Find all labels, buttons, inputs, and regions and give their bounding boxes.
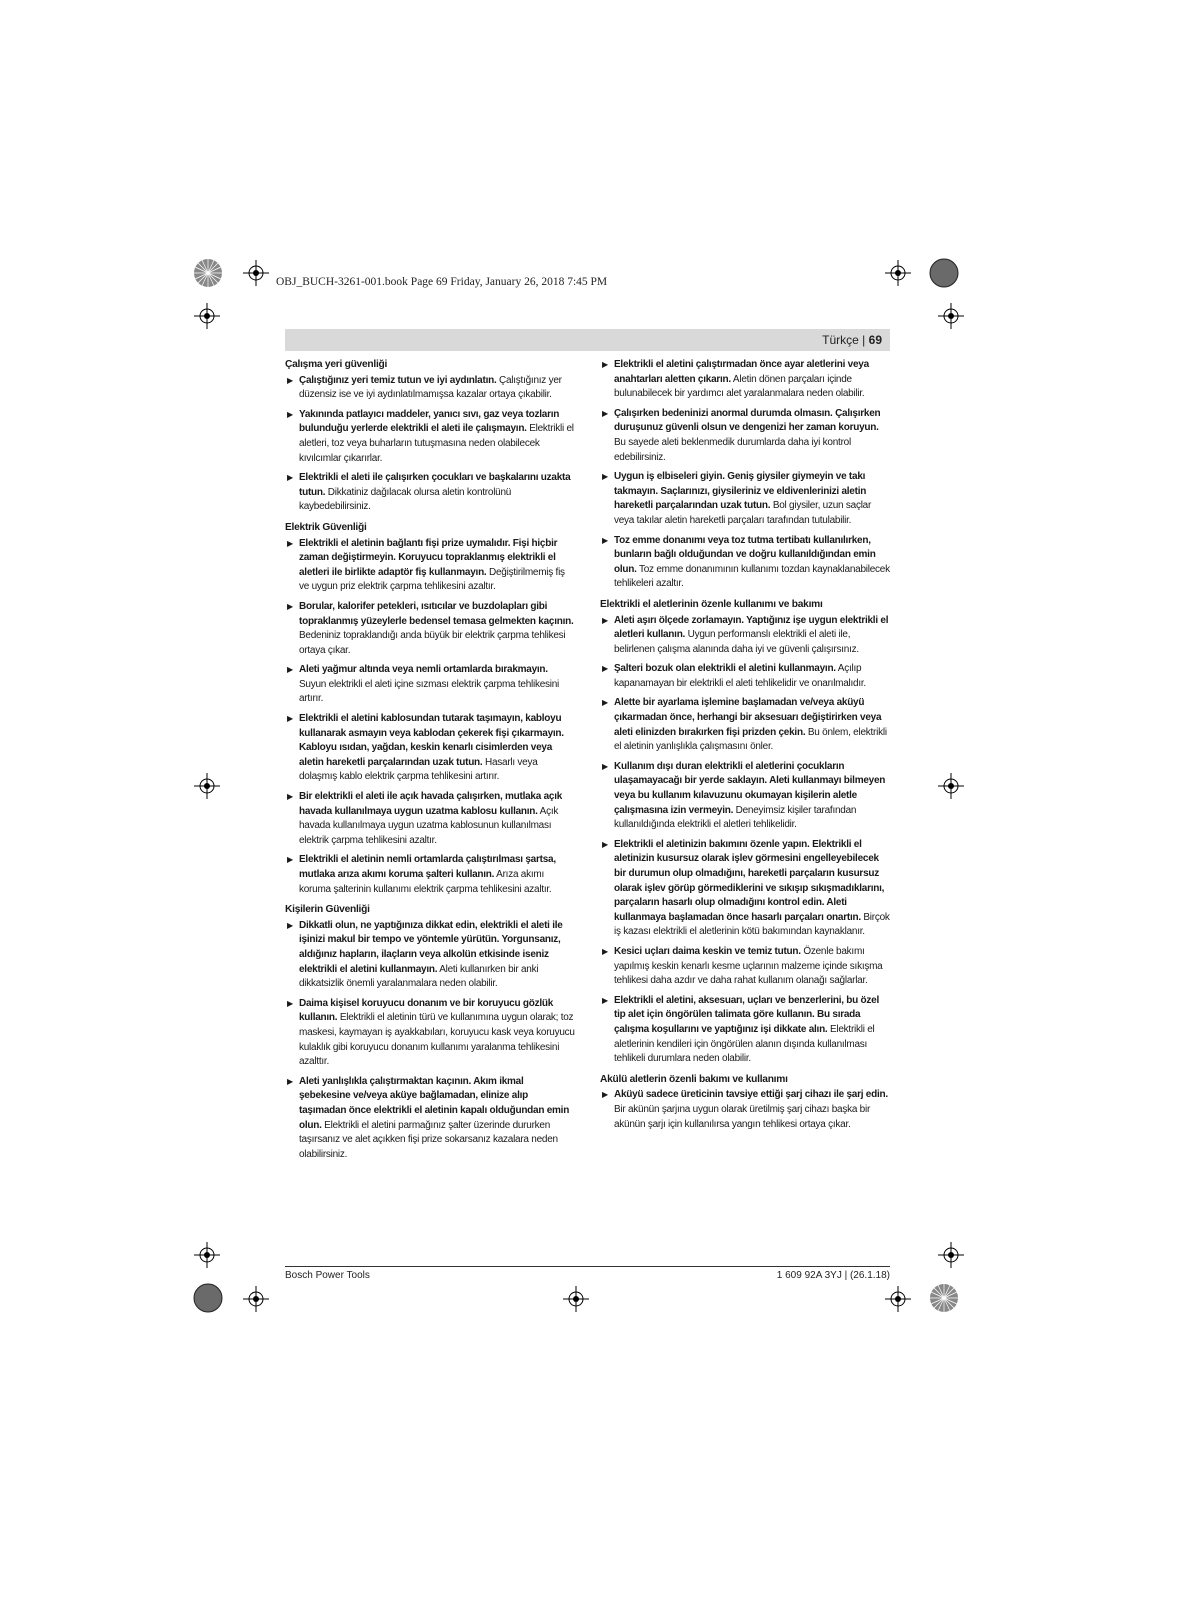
instruction-bold: Elektrikli el aletinin nemli ortamlarda çalıştırılması şartsa, mutlaka arıza akımı koruma şalteri kullanın. (299, 854, 556, 880)
section-title: Çalışma yeri güvenliği (285, 359, 388, 370)
bullet-arrow-icon: ▶ (287, 714, 293, 724)
instruction-text: Dikkatiniz dağılacak olursa aletin kontrolünü kaybedebilirsiniz. (299, 486, 512, 513)
crosshair-mark-icon (563, 1286, 589, 1312)
gray-disc-mark-icon (929, 258, 959, 288)
safety-instruction (285, 537, 575, 595)
crosshair-mark-icon (938, 1242, 964, 1268)
right-column (600, 358, 890, 1137)
instruction-bold: Çalışırken bedeninizi anormal durumda olmasın. Çalışırken duruşunuz güvenli olsun ve dengenizi her zaman koruyun. (614, 407, 881, 434)
instruction-text: Hasarlı veya dolaşmış kablo elektrik çarpma tehlikesini artırır. (299, 756, 538, 783)
instruction-bold: Elektrikli el aletinizin bakımını özenle yapın. Elektrikli el aletinizin kusursuz olarak işlev görmesini engelleyebilecek bir durumun olup olmadığını, hareketli parçaların kusursuz olarak işlev görüp görmediklerini ve sıkışıp sıkışmadıklarını, parçaların hasarlı olup olmadığını kontrol edin. Aleti kullanmaya başlamadan önce hasarlı parçaları onartın. (614, 838, 885, 923)
starburst-mark-icon (193, 258, 223, 288)
safety-instruction (285, 853, 575, 897)
safety-instruction (600, 994, 890, 1067)
safety-instruction (600, 760, 890, 833)
instruction-text: Deneyimsiz kişiler tarafından kullanıldığında elektrikli el aletleri tehlikelidir. (614, 804, 857, 831)
safety-instruction (285, 408, 575, 466)
bullet-arrow-icon: ▶ (287, 855, 293, 865)
crosshair-mark-icon (194, 303, 220, 329)
instruction-text: Bedeniniz topraklandığı anda büyük bir elektrik çarpma tehlikesi ortaya çıkar. (299, 630, 566, 656)
bullet-arrow-icon: ▶ (287, 665, 293, 675)
safety-instruction (600, 1088, 890, 1132)
bullet-arrow-icon: ▶ (602, 995, 608, 1005)
instruction-bold: Aleti yanlışlıkla çalıştırmaktan kaçının. Akım ikmal şebekesine ve/veya aküye bağlamadan, elinize alıp taşımadan önce elektrikli el aletinin kapalı olduğundan emin olun. (299, 1075, 570, 1131)
instruction-text: Elektrikli el aletlerinin kendileri için öngörülen alanın dışında kullanılması tehlikeli durumlara neden olabilir. (614, 1023, 875, 1065)
instruction-bold: Kullanım dışı duran elektrikli el aletlerini çocukların ulaşamayacağı bir yerde saklayın. Aleti kullanmayı bilmeyen veya bu kullanım kılavuzunu okumayan kişilerin aletle çalışmasına izin vermeyin. (614, 760, 886, 816)
bullet-arrow-icon: ▶ (602, 839, 608, 849)
instruction-bold: Elektrikli el aletini kablosundan tutarak taşımayın, kabloyu kullanarak asmayın veya kablodan çekerek fişi çıkarmayın. Kabloyu ısıdan, yağdan, keskin kenarlı cisimlerden veya aletin hareketli parçalarından uzak tutun. (299, 713, 564, 768)
safety-instruction (285, 919, 575, 992)
crosshair-mark-icon (243, 260, 269, 286)
instruction-text: Bir akünün şarjına uygun olarak üretilmiş şarj cihazı başka bir akünün şarjı için kullanılırsa yangın tehlikesi ortaya çıkar. (614, 1103, 871, 1130)
instruction-text: Aleti kullanırken bir anki dikkatsizlik önemli yaralanmalara neden olabilir. (299, 963, 539, 990)
header-separator: | (862, 333, 866, 347)
bullet-arrow-icon: ▶ (287, 409, 293, 419)
bullet-arrow-icon: ▶ (287, 601, 293, 611)
bullet-arrow-icon: ▶ (602, 1090, 608, 1100)
safety-instruction (285, 997, 575, 1070)
file-header: OBJ_BUCH-3261-001.book Page 69 Friday, January 26, 2018 7:45 PM (276, 276, 608, 288)
instruction-text: Açılıp kapanamayan bir elektrikli el aleti tehlikelidir ve onarılmalıdır. (614, 663, 866, 689)
safety-instruction (600, 662, 890, 691)
instruction-bold: Dikkatli olun, ne yaptığınıza dikkat edin, elektrikli el aleti ile işinizi makul bir tempo ve yöntemle yürütün. Yorgunsanız, aldığınız hapların, ilaçların veya alkolün etkisinde iseniz elektrikli el aletini kullanmayın. (299, 919, 563, 975)
instruction-bold: Kesici uçları daima keskin ve temiz tutun. (614, 945, 801, 957)
instruction-bold: Şalteri bozuk olan elektrikli el aletini kullanmayın. (614, 663, 836, 675)
bullet-arrow-icon: ▶ (602, 615, 608, 625)
instruction-bold: Elektrikli el aleti ile çalışırken çocukları ve başkalarını uzakta tutun. (299, 472, 571, 498)
crosshair-mark-icon (885, 260, 911, 286)
safety-instruction (600, 696, 890, 754)
footer-rule (285, 1266, 890, 1267)
bullet-arrow-icon: ▶ (602, 946, 608, 956)
instruction-text: Birçok iş kazası elektrikli el aletlerinin kötü bakımından kaynaklanır. (614, 911, 890, 938)
instruction-text: Elektrikli el aletleri, toz veya buharların tutuşmasına neden olabilecek kıvılcımlar çıkarırlar. (299, 423, 574, 464)
safety-instruction (600, 945, 890, 989)
safety-instruction (285, 663, 575, 707)
instruction-text: Aletin dönen parçaları içinde bulunabilecek bir yardımcı alet yaralanmalara neden olabilir. (614, 373, 865, 400)
safety-instruction (600, 407, 890, 465)
instruction-text: Elektrikli el aletini parmağınız şalter üzerinde dururken taşırsanız ve alet açıkken fişi prize sokarsanız kazalara neden olabilirsiniz. (299, 1119, 558, 1160)
instruction-bold: Elektrikli el aletini, aksesuarı, uçları ve benzerlerini, bu özel tip alet için öngörülen talimata göre kullanın. Bu sırada çalışma koşullarını ve yaptığınız işi dikkate alın. (614, 994, 879, 1035)
instruction-bold: Bir elektrikli el aleti ile açık havada çalışırken, mutlaka açık havada kullanılmaya uygun uzatma kablosu kullanın. (299, 791, 563, 817)
safety-instruction (600, 534, 890, 592)
instruction-text: Suyun elektrikli el aleti içine sızması elektrik çarpma tehlikesini artırır. (299, 678, 560, 705)
footer-brand: Bosch Power Tools (285, 1270, 370, 1281)
safety-instruction (285, 471, 575, 515)
safety-instruction (600, 470, 890, 528)
crosshair-mark-icon (885, 1286, 911, 1312)
footer-doc-number: 1 609 92A 3YJ | (26.1.18) (776, 1270, 890, 1281)
section-title: Elektrikli el aletlerinin özenle kullanımı ve bakımı (600, 598, 823, 610)
bullet-arrow-icon: ▶ (287, 473, 293, 483)
crosshair-mark-icon (938, 773, 964, 799)
safety-instruction (285, 712, 575, 785)
crosshair-mark-icon (194, 773, 220, 799)
crosshair-mark-icon (194, 1242, 220, 1268)
left-column (285, 358, 575, 1167)
gray-disc-mark-icon (193, 1283, 223, 1313)
starburst-mark-icon (929, 1283, 959, 1313)
section-title: Akülü aletlerin özenli bakımı ve kullanımı (600, 1073, 788, 1085)
instruction-bold: Toz emme donanımı veya toz tutma tertibatı kullanılırken, bunların bağlı olduğundan ve doğru kullanıldığından emin olun. (614, 534, 876, 575)
instruction-bold: Borular, kalorifer petekleri, ısıtıcılar ve buzdolapları gibi topraklanmış yüzeylerle bedensel temasa gelmekten kaçının. (299, 600, 574, 627)
instruction-text: Açık havada kullanılmaya uygun uzatma kablosunun kullanılması elektrik çarpma tehlikesini azaltır. (299, 805, 559, 846)
instruction-bold: Uygun iş elbiseleri giyin. Geniş giysiler giymeyin ve takı takmayın. Saçlarınızı, giysileriniz ve eldivenlerinizi aletin hareketli parçalarından uzak tutun. (614, 471, 867, 512)
safety-instruction (285, 374, 575, 403)
bullet-arrow-icon: ▶ (602, 535, 608, 545)
section-title: Kişilerin Güvenliği (285, 904, 370, 916)
section-title: Elektrik Güvenliği (285, 521, 367, 533)
safety-instruction (600, 838, 890, 940)
bullet-arrow-icon: ▶ (287, 792, 293, 802)
instruction-text: Değiştirilmemiş fiş ve uygun priz elektrik çarpma tehlikesini azaltır. (299, 566, 565, 593)
instruction-text: Bu sayede aleti beklenmedik durumlarda daha iyi kontrol edebilirsiniz. (614, 436, 851, 463)
bullet-arrow-icon: ▶ (287, 375, 293, 385)
safety-instruction (600, 614, 890, 658)
instruction-text: Özenle bakımı yapılmış keskin kenarlı kesme uçlarının malzeme içinde sıkışma tehlikesi daha azdır ve daha rahat kullanım olanağı sağlarlar. (614, 945, 883, 987)
instruction-text: Bu önlem, elektrikli el aletinin yanlışlıkla çalışmasını önler. (614, 726, 887, 753)
instruction-text: Uygun performanslı elektrikli el aleti ile, belirlenen çalışma alanında daha iyi ve güvenli çalışırsınız. (614, 629, 859, 655)
bullet-arrow-icon: ▶ (602, 408, 608, 418)
bullet-arrow-icon: ▶ (602, 472, 608, 482)
instruction-bold: Yakınında patlayıcı maddeler, yanıcı sıvı, gaz veya tozların bulunduğu yerlerde elektrikli el aleti ile çalışmayın. (299, 408, 560, 435)
bullet-arrow-icon: ▶ (287, 1076, 293, 1086)
page-header-label (822, 333, 882, 347)
bullet-arrow-icon: ▶ (602, 698, 608, 708)
bullet-arrow-icon: ▶ (602, 761, 608, 771)
instruction-bold: Aküyü sadece üreticinin tavsiye ettiği şarj cihazı ile şarj edin. (614, 1089, 888, 1101)
instruction-bold: Çalıştığınız yeri temiz tutun ve iyi aydınlatın. (299, 374, 497, 386)
bullet-arrow-icon: ▶ (602, 360, 608, 369)
instruction-bold: Elektrikli el aletini çalıştırmadan önce ayar aletlerini veya anahtarları aletten çıkarın. (614, 359, 869, 385)
instruction-text: Elektrikli el aletinin türü ve kullanımına uygun olarak; toz maskesi, kaymayan iş ayakkabıları, koruyucu kask veya koruyucu kulaklık gibi koruyucu donanım kullanımı yaralanma tehlikesini azalttır. (299, 1012, 575, 1068)
crosshair-mark-icon (243, 1286, 269, 1312)
bullet-arrow-icon: ▶ (287, 998, 293, 1008)
instruction-text: Arıza akımı koruma şalterinin kullanımı elektrik çarpma tehlikesini azaltır. (299, 869, 552, 895)
bullet-arrow-icon: ▶ (287, 920, 293, 930)
safety-instruction (285, 1075, 575, 1163)
page-number: 69 (868, 333, 882, 347)
safety-instruction (600, 358, 890, 402)
safety-instruction (285, 790, 575, 848)
instruction-text: Çalıştığınız yer düzensiz ise ve iyi aydınlatılmamışsa kazalar ortaya çıkabilir. (299, 374, 562, 401)
instruction-bold: Aleti aşırı ölçede zorlamayın. Yaptığınız işe uygun elektrikli el aletleri kullanın. (614, 614, 889, 641)
instruction-bold: Alette bir ayarlama işlemine başlamadan ve/veya aküyü çıkarmadan önce, herhangi bir aksesuarı değiştirirken veya aleti elinizden bırakırken fişi prizden çekin. (614, 697, 882, 738)
language-label: Türkçe (822, 333, 859, 347)
bullet-arrow-icon: ▶ (602, 664, 608, 674)
instruction-text: Toz emme donanımının kullanımı tozdan kaynaklanabilecek tehlikeleri azaltır. (614, 563, 890, 590)
instruction-bold: Daima kişisel koruyucu donanım ve bir koruyucu gözlük kullanın. (299, 997, 554, 1024)
bullet-arrow-icon: ▶ (287, 538, 293, 548)
instruction-bold: Elektrikli el aletinin bağlantı fişi prize uymalıdır. Fişi hiçbir zaman değiştirmeyin. Koruyucu topraklanmış elektrikli el aletleri ile birlikte adaptör fiş kullanmayın. (299, 537, 558, 578)
safety-instruction (285, 600, 575, 658)
instruction-bold: Aleti yağmur altında veya nemli ortamlarda bırakmayın. (299, 664, 548, 676)
crosshair-mark-icon (938, 303, 964, 329)
page-header-bar (285, 329, 890, 351)
instruction-text: Bol giysiler, uzun saçlar veya takılar aletin hareketli parçaları tarafından tutulabilir. (614, 500, 872, 526)
